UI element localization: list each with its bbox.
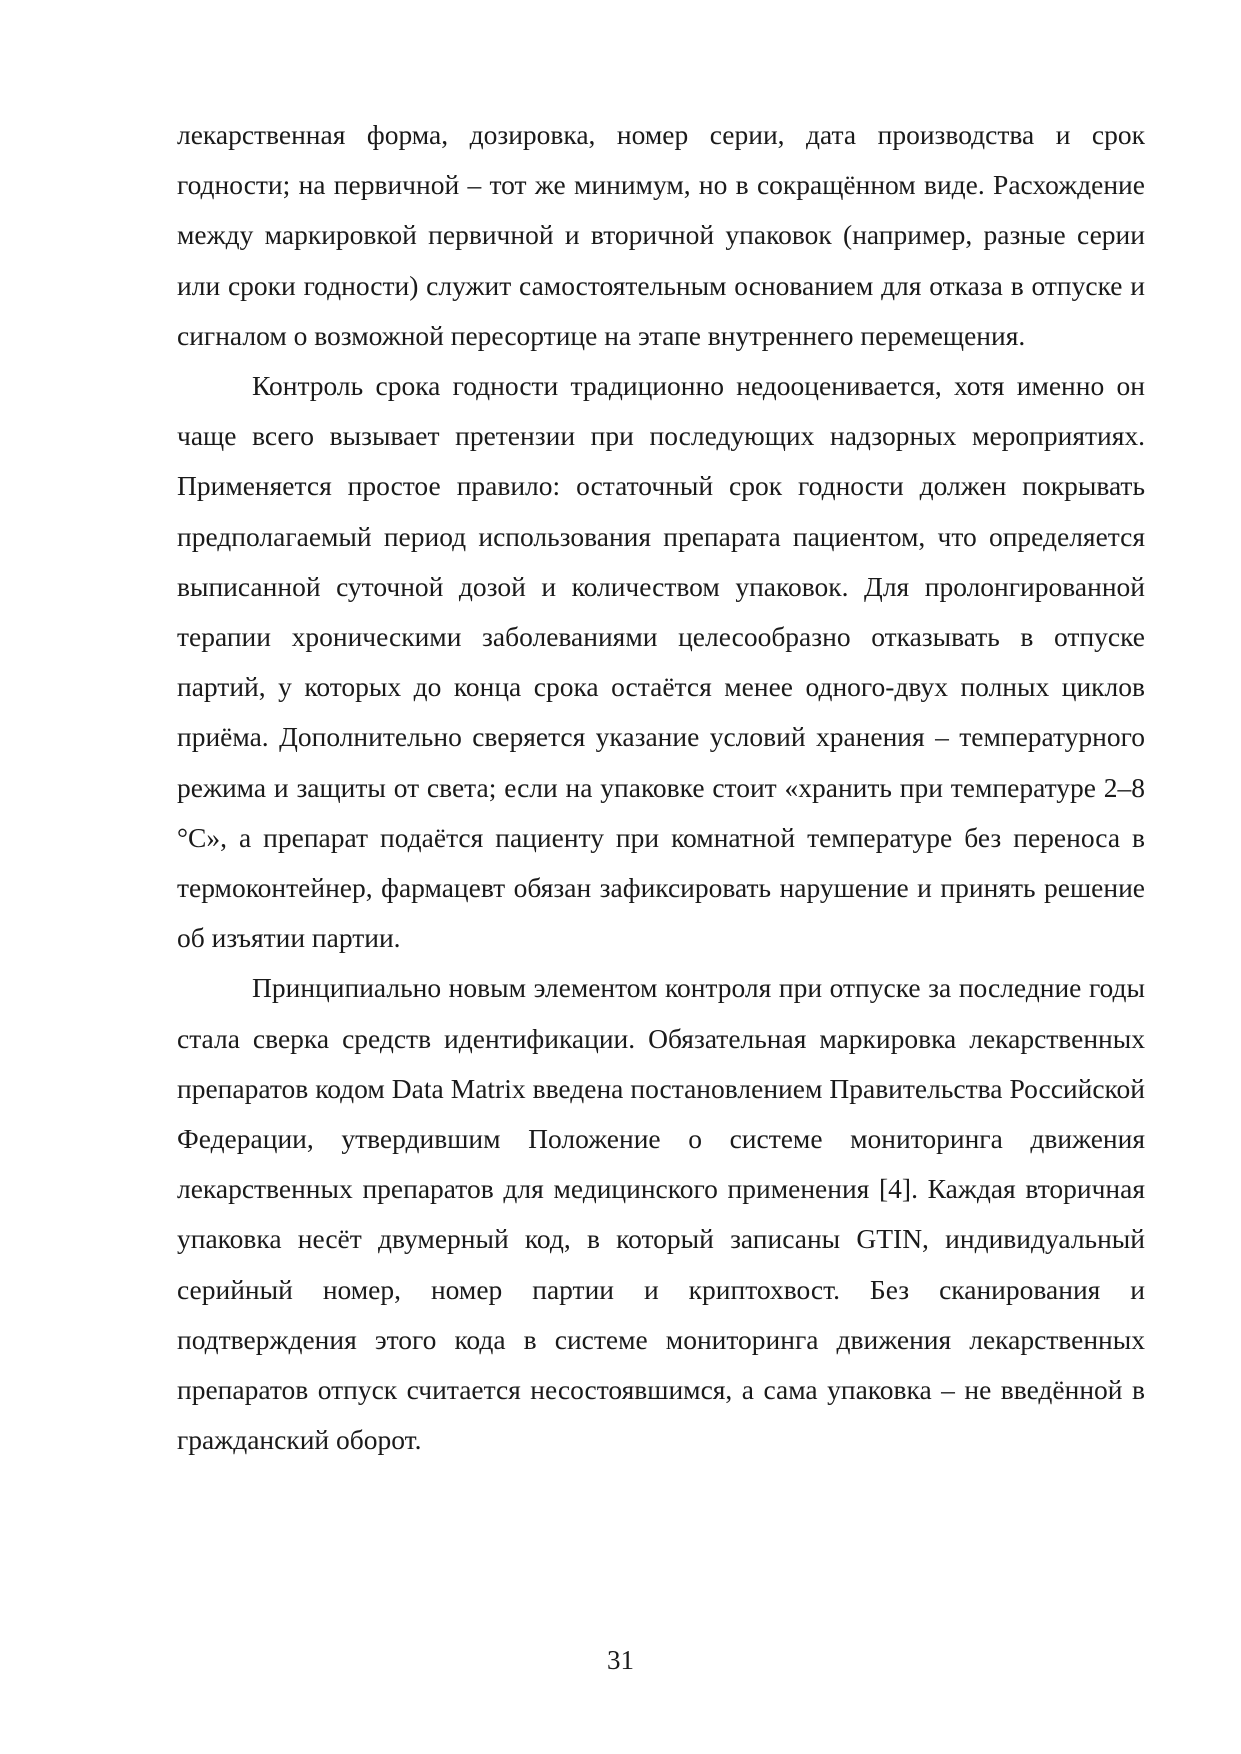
paragraph-identification-control: Принципиально новым элементом контроля при отпуске за последние годы стала сверка средств идентификации. Обязательная маркировка лекарственных препаратов кодом Data Matrix введена постановлением Правительства Российской Федерации, утвердившим Положение о системе мониторинга движения лекарственных препаратов для медицинского применения [4]. Каждая вторичная упаковка несёт двумерный код, в который записаны GTIN, индивидуальный серийный номер, номер партии и криптохвост. Без сканирования и подтверждения этого кода в системе мониторинга движения лекарственных препаратов отпуск считается несостоявшимся, а сама упаковка – не введённой в гражданский оборот. [177,972,1145,1456]
paragraph-continuation: лекарственная форма, дозировка, номер серии, дата производства и срок годности; на первичной – тот же минимум, но в сокращённом виде. Расхождение между маркировкой первичной и вторичной упаковок (например, разные серии или сроки годности) служит самостоятельным основанием для отказа в отпуске и сигналом о возможной пересортице на этапе внутреннего перемещения. [177,119,1145,351]
page-number: 31 [607,1645,634,1675]
paragraph-expiry-control: Контроль срока годности традиционно недооценивается, хотя именно он чаще всего вызывает претензии при последующих надзорных мероприятиях. Применяется простое правило: остаточный срок годности должен покрывать предполагаемый период использования препарата пациентом, что определяется выписанной суточной дозой и количеством упаковок. Для пролонгированной терапии хроническими заболеваниями целесообразно отказывать в отпуске партий, у которых до конца срока остаётся менее одного-двух полных циклов приёма. Дополнительно сверяется указание условий хранения – температурного режима и защиты от света; если на упаковке стоит «хранить при температуре 2–8 °C», а препарат подаётся пациенту при комнатной температуре без переноса в термоконтейнер, фармацевт обязан зафиксировать нарушение и принять решение об изъятии партии. [177,370,1145,954]
body-text [177,110,1145,1465]
